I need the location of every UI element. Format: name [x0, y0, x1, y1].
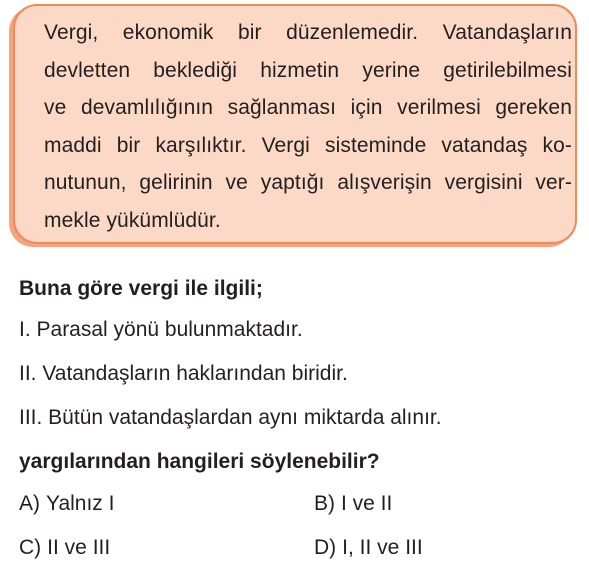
passage-line: maddi bir karşılıktır. Vergi sisteminde vatandaş ko-: [44, 133, 572, 157]
passage-line: ve devamlılığının sağlanması için verilmesi gereken: [44, 96, 572, 120]
statement-1: I. Parasal yönü bulunmaktadır.: [19, 318, 303, 341]
option-text: II ve III: [47, 536, 111, 559]
option-text: I ve II: [341, 492, 393, 515]
passage-line: Vergi, ekonomik bir düzenlemedir. Vatandaşların: [44, 21, 572, 44]
option-text: Yalnız I: [46, 492, 115, 515]
option-a[interactable]: [19, 492, 114, 516]
option-d[interactable]: [314, 536, 423, 560]
option-letter: B): [314, 492, 335, 515]
option-text: I, II ve III: [342, 536, 423, 559]
statement-2: II. Vatandaşların haklarından biridir.: [19, 362, 348, 385]
passage-line: mekle yükümlüdür.: [44, 208, 221, 232]
passage-line: nutunun, gelirinin ve yaptığı alışverişin vergisini ver-: [44, 171, 572, 195]
option-letter: C): [19, 536, 42, 559]
option-c[interactable]: [19, 536, 110, 560]
question-text: yargılarından hangileri söylenebilir?: [19, 450, 380, 473]
option-b[interactable]: [314, 492, 392, 516]
option-letter: D): [314, 536, 337, 559]
statement-3: III. Bütün vatandaşlardan aynı miktarda alınır.: [19, 406, 442, 429]
passage-line: devletten beklediği hizmetin yerine getirilebilmesi: [44, 58, 572, 82]
option-letter: A): [19, 492, 40, 515]
question-stem: Buna göre vergi ile ilgili;: [19, 277, 263, 300]
passage-text: [44, 14, 572, 240]
